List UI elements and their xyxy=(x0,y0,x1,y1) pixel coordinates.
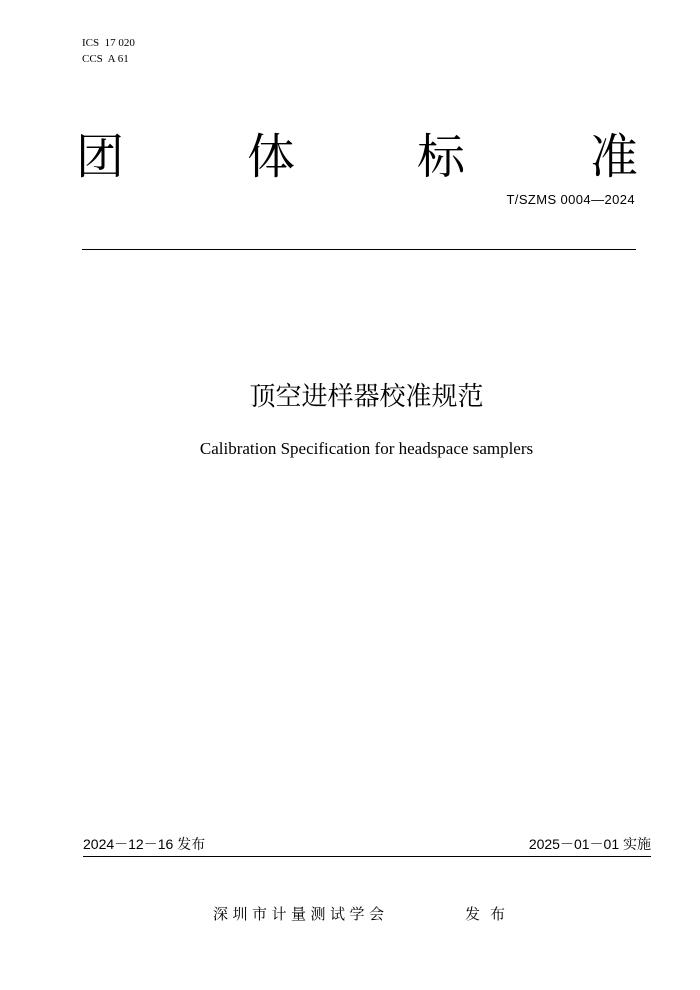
implementation-date: 2025－01－01 实施 xyxy=(528,836,651,852)
footer-divider xyxy=(83,856,651,857)
issue-date: 2024－12－16 发布 xyxy=(83,836,206,852)
standard-type-char-3: 标 xyxy=(417,129,466,185)
ics-code: ICS 17 020 xyxy=(82,37,135,49)
document-title-chinese: 顶空进样器校准规范 xyxy=(249,382,484,412)
document-title-english: Calibration Specification for headspace samplers xyxy=(199,439,534,458)
publisher-name: 深圳市计量测试学会 xyxy=(213,905,389,923)
standard-type-char-1: 团 xyxy=(76,129,125,185)
standard-number: T/SZMS 0004—2024 xyxy=(506,192,635,207)
publish-label: 发布 xyxy=(465,905,516,923)
ccs-code: CCS A 61 xyxy=(82,53,129,65)
standard-type-char-4: 准 xyxy=(590,129,639,185)
standard-type-char-2: 体 xyxy=(247,129,296,185)
header-divider xyxy=(82,249,636,250)
